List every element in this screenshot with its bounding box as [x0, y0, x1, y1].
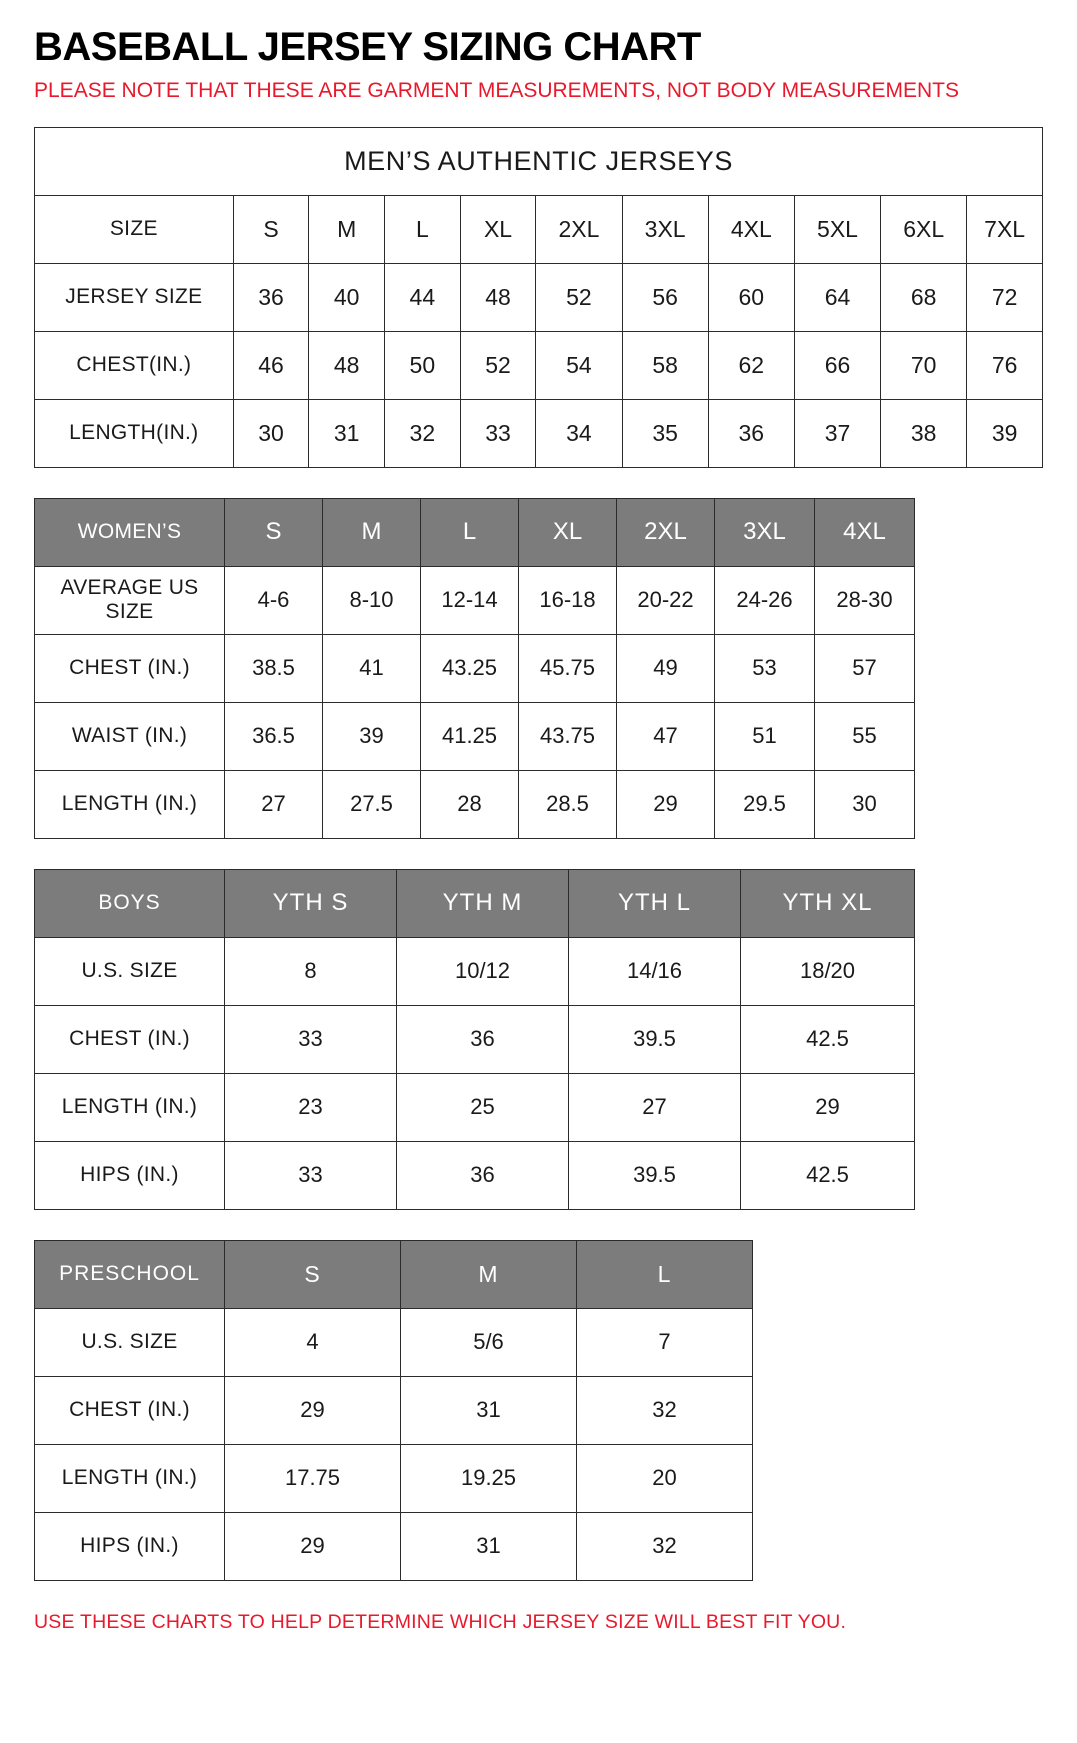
womens-length-xl: 28.5	[519, 770, 617, 838]
preschool-chest-m: 31	[401, 1376, 577, 1444]
mens-length-l: 32	[385, 399, 461, 467]
mens-row-label-length: LENGTH(IN.)	[35, 399, 234, 467]
preschool-row-label-us-size: U.S. SIZE	[35, 1308, 225, 1376]
boys-col-yth-l: YTH L	[569, 869, 741, 937]
mens-col-4xl: 4XL	[708, 195, 794, 263]
table-row	[35, 1376, 753, 1444]
mens-length-6xl: 38	[881, 399, 967, 467]
womens-col-xl: XL	[519, 498, 617, 566]
table-row	[35, 1512, 753, 1580]
table-row	[35, 634, 915, 702]
boys-chest-yth-s: 33	[225, 1005, 397, 1073]
mens-jersey-size-3xl: 56	[622, 263, 708, 331]
table-row	[35, 263, 1043, 331]
womens-col-s: S	[225, 498, 323, 566]
mens-jersey-size-6xl: 68	[881, 263, 967, 331]
table-row	[35, 1005, 915, 1073]
preschool-length-m: 19.25	[401, 1444, 577, 1512]
womens-chest-3xl: 53	[715, 634, 815, 702]
womens-chest-xl: 45.75	[519, 634, 617, 702]
boys-length-yth-m: 25	[397, 1073, 569, 1141]
preschool-length-s: 17.75	[225, 1444, 401, 1512]
womens-row-label-chest: CHEST (IN.)	[35, 634, 225, 702]
womens-waist-s: 36.5	[225, 702, 323, 770]
mens-chest-m: 48	[309, 331, 385, 399]
preschool-chest-l: 32	[577, 1376, 753, 1444]
boys-row-label-chest: CHEST (IN.)	[35, 1005, 225, 1073]
womens-row-label-length: LENGTH (IN.)	[35, 770, 225, 838]
womens-length-3xl: 29.5	[715, 770, 815, 838]
mens-chest-l: 50	[385, 331, 461, 399]
womens-length-m: 27.5	[323, 770, 421, 838]
womens-chest-2xl: 49	[617, 634, 715, 702]
womens-chest-l: 43.25	[421, 634, 519, 702]
preschool-col-l: L	[577, 1240, 753, 1308]
mens-chest-2xl: 54	[536, 331, 622, 399]
mens-length-4xl: 36	[708, 399, 794, 467]
mens-jersey-size-s: 36	[233, 263, 309, 331]
mens-length-2xl: 34	[536, 399, 622, 467]
boys-hips-yth-xl: 42.5	[741, 1141, 915, 1209]
boys-row-label-length: LENGTH (IN.)	[35, 1073, 225, 1141]
mens-jersey-size-7xl: 72	[967, 263, 1043, 331]
mens-chest-xl: 52	[460, 331, 536, 399]
womens-waist-l: 41.25	[421, 702, 519, 770]
preschool-jerseys-table	[34, 1240, 753, 1581]
mens-row-label-chest: CHEST(IN.)	[35, 331, 234, 399]
garment-measurement-note: PLEASE NOTE THAT THESE ARE GARMENT MEASUREMENTS, NOT BODY MEASUREMENTS	[34, 79, 959, 102]
preschool-hips-m: 31	[401, 1512, 577, 1580]
boys-us-size-yth-s: 8	[225, 937, 397, 1005]
boys-col-yth-s: YTH S	[225, 869, 397, 937]
preschool-row-label-hips: HIPS (IN.)	[35, 1512, 225, 1580]
boys-chest-yth-xl: 42.5	[741, 1005, 915, 1073]
boys-chest-yth-l: 39.5	[569, 1005, 741, 1073]
table-header-row	[35, 1240, 753, 1308]
womens-length-4xl: 30	[815, 770, 915, 838]
mens-length-7xl: 39	[967, 399, 1043, 467]
table-banner-row	[35, 127, 1043, 195]
preschool-hips-l: 32	[577, 1512, 753, 1580]
mens-col-3xl: 3XL	[622, 195, 708, 263]
preschool-col-m: M	[401, 1240, 577, 1308]
mens-jersey-size-5xl: 64	[794, 263, 880, 331]
preschool-us-size-m: 5/6	[401, 1308, 577, 1376]
boys-us-size-yth-l: 14/16	[569, 937, 741, 1005]
preschool-length-l: 20	[577, 1444, 753, 1512]
table-row	[35, 331, 1043, 399]
preschool-row-label-length: LENGTH (IN.)	[35, 1444, 225, 1512]
womens-waist-4xl: 55	[815, 702, 915, 770]
womens-length-l: 28	[421, 770, 519, 838]
boys-jerseys-table	[34, 869, 915, 1210]
mens-col-5xl: 5XL	[794, 195, 880, 263]
mens-chest-5xl: 66	[794, 331, 880, 399]
mens-length-5xl: 37	[794, 399, 880, 467]
mens-jersey-size-4xl: 60	[708, 263, 794, 331]
table-row	[35, 1073, 915, 1141]
boys-row-label-us-size: U.S. SIZE	[35, 937, 225, 1005]
mens-length-s: 30	[233, 399, 309, 467]
mens-jersey-size-2xl: 52	[536, 263, 622, 331]
mens-chest-6xl: 70	[881, 331, 967, 399]
mens-chest-s: 46	[233, 331, 309, 399]
boys-hips-yth-l: 39.5	[569, 1141, 741, 1209]
womens-waist-xl: 43.75	[519, 702, 617, 770]
boys-length-yth-xl: 29	[741, 1073, 915, 1141]
table-row	[35, 702, 915, 770]
womens-chest-4xl: 57	[815, 634, 915, 702]
table-row	[35, 1141, 915, 1209]
mens-col-2xl: 2XL	[536, 195, 622, 263]
table-row	[35, 566, 915, 634]
womens-jerseys-table	[34, 498, 915, 839]
table-row	[35, 937, 915, 1005]
womens-us-size-2xl: 20-22	[617, 566, 715, 634]
womens-col-l: L	[421, 498, 519, 566]
table-row	[35, 770, 915, 838]
womens-chest-m: 41	[323, 634, 421, 702]
womens-col-3xl: 3XL	[715, 498, 815, 566]
boys-row-label-hips: HIPS (IN.)	[35, 1141, 225, 1209]
mens-chest-3xl: 58	[622, 331, 708, 399]
mens-jersey-size-m: 40	[309, 263, 385, 331]
womens-col-4xl: 4XL	[815, 498, 915, 566]
table-row	[35, 1444, 753, 1512]
mens-col-m: M	[309, 195, 385, 263]
boys-length-yth-s: 23	[225, 1073, 397, 1141]
mens-col-6xl: 6XL	[881, 195, 967, 263]
womens-us-size-xl: 16-18	[519, 566, 617, 634]
mens-length-xl: 33	[460, 399, 536, 467]
womens-us-size-4xl: 28-30	[815, 566, 915, 634]
mens-jersey-size-l: 44	[385, 263, 461, 331]
womens-length-s: 27	[225, 770, 323, 838]
boys-length-yth-l: 27	[569, 1073, 741, 1141]
womens-col-m: M	[323, 498, 421, 566]
preschool-row-label-chest: CHEST (IN.)	[35, 1376, 225, 1444]
boys-corner-label: BOYS	[35, 869, 225, 937]
womens-corner-label: WOMEN’S	[35, 498, 225, 566]
mens-col-7xl: 7XL	[967, 195, 1043, 263]
preschool-us-size-s: 4	[225, 1308, 401, 1376]
womens-waist-3xl: 51	[715, 702, 815, 770]
womens-us-size-m: 8-10	[323, 566, 421, 634]
womens-us-size-l: 12-14	[421, 566, 519, 634]
table-header-row	[35, 195, 1043, 263]
boys-hips-yth-s: 33	[225, 1141, 397, 1209]
preschool-corner-label: PRESCHOOL	[35, 1240, 225, 1308]
womens-col-2xl: 2XL	[617, 498, 715, 566]
table-header-row	[35, 498, 915, 566]
page-title: BASEBALL JERSEY SIZING CHART	[34, 25, 701, 69]
table-header-row	[35, 869, 915, 937]
womens-chest-s: 38.5	[225, 634, 323, 702]
footer-note: USE THESE CHARTS TO HELP DETERMINE WHICH JERSEY SIZE WILL BEST FIT YOU.	[34, 1610, 847, 1633]
womens-waist-m: 39	[323, 702, 421, 770]
boys-col-yth-m: YTH M	[397, 869, 569, 937]
boys-hips-yth-m: 36	[397, 1141, 569, 1209]
preschool-us-size-l: 7	[577, 1308, 753, 1376]
boys-col-yth-xl: YTH XL	[741, 869, 915, 937]
preschool-col-s: S	[225, 1240, 401, 1308]
mens-chest-7xl: 76	[967, 331, 1043, 399]
womens-us-size-s: 4-6	[225, 566, 323, 634]
womens-row-label-average-us-size: AVERAGE US SIZE	[35, 566, 225, 634]
boys-us-size-yth-xl: 18/20	[741, 937, 915, 1005]
mens-col-xl: XL	[460, 195, 536, 263]
mens-length-m: 31	[309, 399, 385, 467]
table-row	[35, 399, 1043, 467]
womens-waist-2xl: 47	[617, 702, 715, 770]
mens-col-s: S	[233, 195, 309, 263]
mens-corner-label: SIZE	[35, 195, 234, 263]
mens-banner-label: MEN’S AUTHENTIC JERSEYS	[35, 127, 1043, 195]
mens-col-l: L	[385, 195, 461, 263]
table-row	[35, 1308, 753, 1376]
mens-chest-4xl: 62	[708, 331, 794, 399]
womens-row-label-waist: WAIST (IN.)	[35, 702, 225, 770]
boys-chest-yth-m: 36	[397, 1005, 569, 1073]
boys-us-size-yth-m: 10/12	[397, 937, 569, 1005]
preschool-chest-s: 29	[225, 1376, 401, 1444]
womens-us-size-3xl: 24-26	[715, 566, 815, 634]
mens-row-label-jersey-size: JERSEY SIZE	[35, 263, 234, 331]
womens-length-2xl: 29	[617, 770, 715, 838]
mens-authentic-jerseys-table	[34, 127, 1043, 468]
mens-length-3xl: 35	[622, 399, 708, 467]
preschool-hips-s: 29	[225, 1512, 401, 1580]
mens-jersey-size-xl: 48	[460, 263, 536, 331]
